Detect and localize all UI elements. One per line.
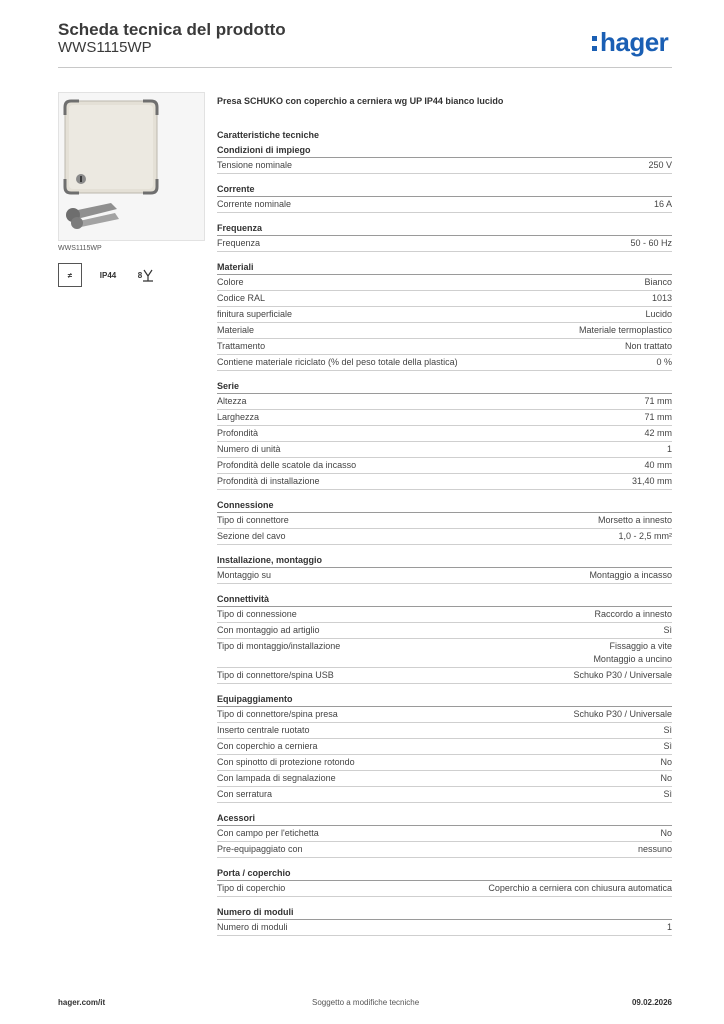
spec-label: Tipo di connettore/spina USB (217, 670, 334, 680)
spec-group-title: Frequenza (217, 222, 672, 236)
spec-label: Con serratura (217, 789, 273, 799)
spec-row (217, 755, 672, 771)
spec-value: 250 V (648, 160, 672, 170)
spec-row (217, 458, 672, 474)
logo-dots-icon (592, 32, 598, 52)
spec-group (217, 222, 672, 252)
spec-row (217, 236, 672, 252)
spec-label: Sezione del cavo (217, 531, 286, 541)
footer-date: 09.02.2026 (631, 998, 672, 1007)
spec-value: Schuko P30 / Universale (573, 670, 672, 680)
spec-value: 71 mm (644, 396, 672, 406)
spec-value: 40 mm (644, 460, 672, 470)
spec-label: Con spinotto di protezione rotondo (217, 757, 355, 767)
spec-row (217, 668, 672, 684)
spec-group (217, 906, 672, 936)
spec-label: Tipo di connettore (217, 515, 289, 525)
spec-value: Morsetto a innesto (597, 515, 672, 525)
spec-row (217, 881, 672, 897)
spec-label: Materiale (217, 325, 255, 335)
spec-group-title: Installazione, montaggio (217, 554, 672, 568)
ip44-badge (96, 263, 120, 287)
spec-row (217, 771, 672, 787)
spec-group (217, 261, 672, 371)
spec-label: Con coperchio a cerniera (217, 741, 318, 751)
spec-value: Sì (663, 625, 672, 635)
spec-row (217, 842, 672, 858)
spec-row (217, 442, 672, 458)
spec-value: Bianco (644, 277, 672, 287)
spec-row (217, 307, 672, 323)
spec-value: nessuno (637, 844, 672, 854)
spec-group-title: Serie (217, 380, 672, 394)
spec-heading: Caratteristiche tecniche (217, 130, 320, 140)
spec-row (217, 568, 672, 584)
socket-symbol-icon (58, 263, 82, 287)
spec-value: 0 % (656, 357, 672, 367)
lock-symbol-icon (134, 263, 158, 287)
spec-group (217, 554, 672, 584)
spec-label: Con lampada di segnalazione (217, 773, 336, 783)
spec-row (217, 623, 672, 639)
spec-row (217, 920, 672, 936)
symbol-text: 8 (137, 270, 143, 280)
spec-label: Colore (217, 277, 244, 287)
spec-group-title: Connessione (217, 499, 672, 513)
spec-row (217, 426, 672, 442)
spec-value: Sì (663, 741, 672, 751)
spec-row (217, 826, 672, 842)
spec-group-title: Condizioni di impiego (217, 144, 672, 158)
spec-row (217, 639, 672, 668)
product-code: WWS1115WP (58, 39, 152, 56)
spec-label: Tipo di coperchio (217, 883, 286, 893)
spec-value: Schuko P30 / Universale (573, 709, 672, 719)
spec-row (217, 529, 672, 545)
spec-value: 1013 (651, 293, 672, 303)
spec-value: Sì (663, 789, 672, 799)
spec-value: 31,40 mm (631, 476, 672, 486)
spec-value: 71 mm (644, 412, 672, 422)
spec-group (217, 380, 672, 490)
spec-group (217, 144, 672, 174)
spec-label: Corrente nominale (217, 199, 292, 209)
spec-label: Tipo di connettore/spina presa (217, 709, 338, 719)
spec-group-title: Connettività (217, 593, 672, 607)
spec-value: Sì (663, 725, 672, 735)
spec-group-title: Porta / coperchio (217, 867, 672, 881)
spec-value: Lucido (645, 309, 672, 319)
spec-label: finitura superficiale (217, 309, 293, 319)
footer-note: Soggetto a modifiche tecniche (312, 998, 420, 1007)
spec-row (217, 197, 672, 213)
spec-value: 16 A (653, 199, 672, 209)
spec-label: Contiene materiale riciclato (% del peso totale della plastica) (217, 357, 458, 367)
spec-row (217, 607, 672, 623)
spec-value: Non trattato (624, 341, 672, 351)
spec-label: Con montaggio ad artiglio (217, 625, 320, 635)
spec-row (217, 394, 672, 410)
product-image (58, 92, 205, 241)
spec-label: Profondità (217, 428, 259, 438)
spec-row (217, 339, 672, 355)
image-caption: WWS1115WP (58, 245, 102, 252)
spec-group (217, 812, 672, 858)
spec-label: Montaggio su (217, 570, 272, 580)
page-title: Scheda tecnica del prodotto (58, 20, 286, 39)
symbol-text: ≠ (67, 270, 73, 280)
spec-value: 1 (666, 444, 672, 454)
spec-value: Montaggio a incasso (589, 570, 672, 580)
spec-label: Altezza (217, 396, 247, 406)
spec-group (217, 693, 672, 803)
spec-group-title: Acessori (217, 812, 672, 826)
spec-label: Codice RAL (217, 293, 266, 303)
spec-row (217, 787, 672, 803)
spec-row (217, 410, 672, 426)
spec-row (217, 355, 672, 371)
spec-row (217, 474, 672, 490)
spec-value: No (660, 828, 672, 838)
spec-row (217, 291, 672, 307)
spec-label: Con campo per l'etichetta (217, 828, 319, 838)
hager-logo (592, 27, 668, 58)
spec-label: Profondità delle scatole da incasso (217, 460, 357, 470)
spec-group-title: Numero di moduli (217, 906, 672, 920)
footer-website[interactable]: hager.com/it (58, 998, 106, 1007)
spec-label: Pre-equipaggiato con (217, 844, 303, 854)
spec-value: Coperchio a cerniera con chiusura automatica (488, 883, 672, 893)
spec-row (217, 739, 672, 755)
spec-group-title: Corrente (217, 183, 672, 197)
spec-label: Numero di unità (217, 444, 281, 454)
spec-group-title: Materiali (217, 261, 672, 275)
spec-row (217, 275, 672, 291)
spec-row (217, 707, 672, 723)
spec-groups (217, 144, 672, 936)
spec-label: Profondità di installazione (217, 476, 320, 486)
spec-group (217, 183, 672, 213)
spec-group-title: Equipaggiamento (217, 693, 672, 707)
logo-text: hager (600, 27, 669, 57)
spec-label: Tipo di connessione (217, 609, 297, 619)
spec-label: Inserto centrale ruotato (217, 725, 310, 735)
spec-label: Tipo di montaggio/installazione (217, 641, 341, 651)
spec-table (217, 130, 672, 945)
spec-value: 1 (666, 922, 672, 932)
spec-value: Materiale termoplastico (578, 325, 672, 335)
spec-group (217, 867, 672, 897)
spec-value: No (660, 773, 672, 783)
spec-row (217, 323, 672, 339)
spec-row (217, 513, 672, 529)
spec-row (217, 158, 672, 174)
spec-value: 42 mm (644, 428, 672, 438)
header-divider (58, 67, 672, 68)
spec-value: 1,0 - 2,5 mm² (618, 531, 672, 541)
spec-group (217, 593, 672, 684)
symbol-text: IP44 (99, 270, 117, 280)
spec-label: Tensione nominale (217, 160, 293, 170)
spec-label: Larghezza (217, 412, 260, 422)
spec-value: No (660, 757, 672, 767)
spec-label: Numero di moduli (217, 922, 288, 932)
spec-value: 50 - 60 Hz (630, 238, 672, 248)
spec-row (217, 723, 672, 739)
product-title: Presa SCHUKO con coperchio a cerniera wg UP IP44 bianco lucido (217, 96, 504, 106)
spec-group (217, 499, 672, 545)
spec-value: Raccordo a innesto (594, 609, 672, 619)
spec-value: Fissaggio a vite Montaggio a uncino (593, 641, 672, 664)
spec-label: Trattamento (217, 341, 266, 351)
spec-label: Frequenza (217, 238, 261, 248)
